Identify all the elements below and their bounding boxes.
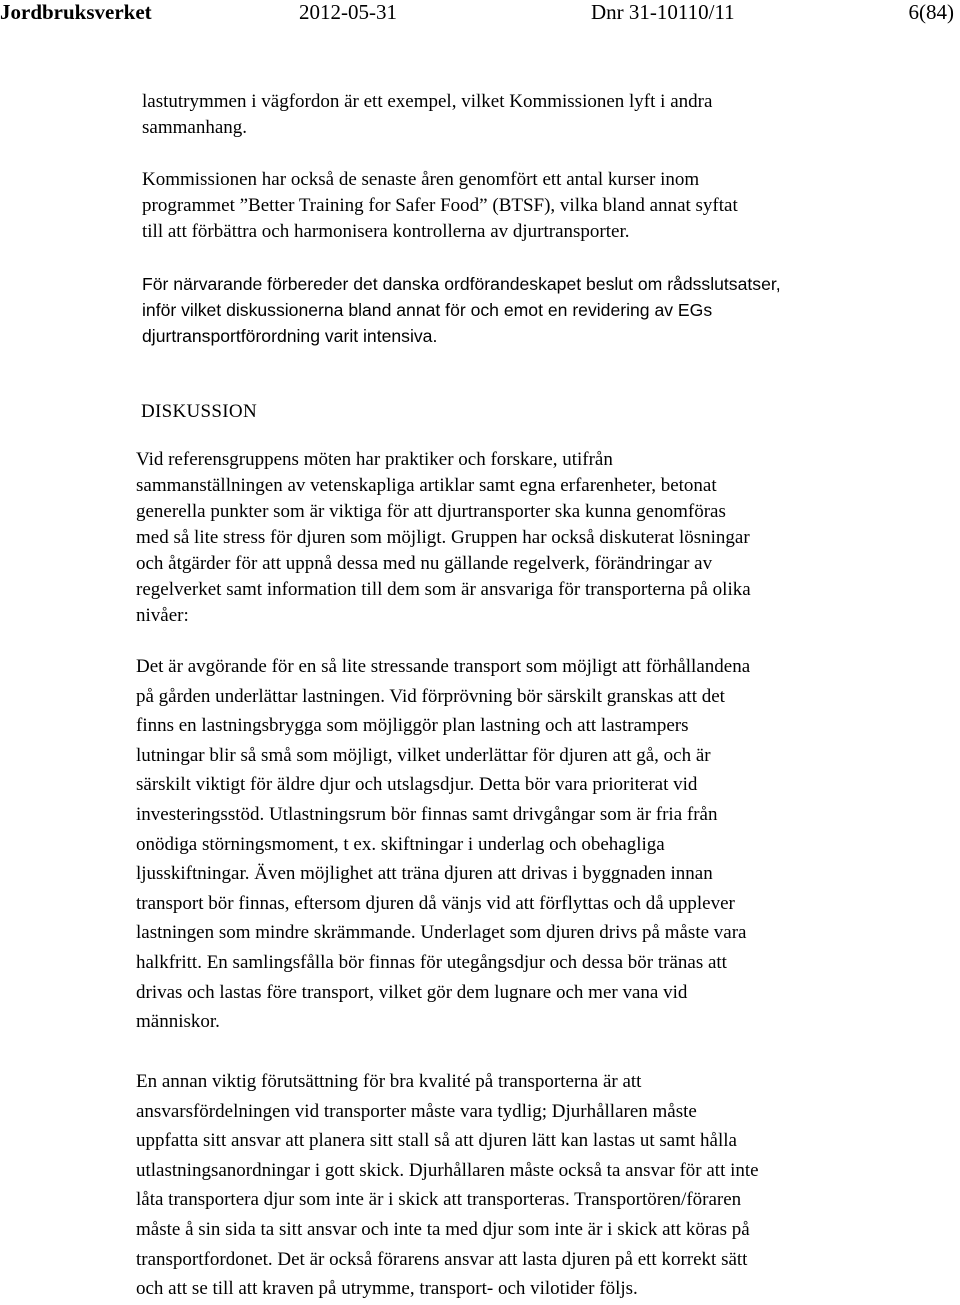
- paragraph-intro-continuation: lastutrymmen i vägfordon är ett exempel, vilket Kommissionen lyft i andra sammanhang.: [142, 91, 713, 138]
- document-date: 2012-05-31: [299, 0, 397, 24]
- paragraph-btsf-courses: Kommissionen har också de senaste åren genomfört ett antal kurser inom programmet ”Better Training for Safer Food” (BTSF), vilka bland annat syftat till att förbättra och harmonisera kontrollerna av djurtransporter.: [142, 169, 738, 242]
- paragraph-responsibility: En annan viktig förutsättning för bra kvalité på transporterna är att ansvarsfördelningen vid transporter måste vara tydlig; Djurhållaren måste uppfatta sitt ansvar att planera sitt stall så att djuren lätt kan lastas ut samt hålla utlastningsanordningar i gott skick. Djurhållaren måste också ta ansvar för att inte låta transportera djur som inte är i skick att transporteras. Transportören/föraren måste å sin sida ta sitt ansvar och inte ta med djur som inte är i skick att köras på transportfordonet. Det är också förarens ansvar att lasta djuren på ett korrekt sätt och att se till att kraven på utrymme, transport- och vilotider följs.: [136, 1071, 759, 1300]
- page-number: 6(84): [908, 0, 954, 24]
- section-heading-diskussion: DISKUSSION: [141, 401, 257, 422]
- organization-name: Jordbruksverket: [0, 0, 152, 24]
- paragraph-farm-conditions: Det är avgörande för en så lite stressande transport som möjligt att förhållandena på gården underlättar lastningen. Vid förprövning bör särskilt granskas att det finns en lastningsbrygga som möjliggör plan lastning och att lastrampers lutningar blir så små som möjligt, vilket underlättar för djuren att gå, och är särskilt viktigt för äldre djur och utslagsdjur. Detta bör vara prioriterat vid investeringsstöd. Utlastningsrum bör finnas samt drivgångar som är fria från onödiga störningsmoment, t ex. skiftningar i underlag och obehagliga ljusskiftningar. Även möjlighet att träna djuren att drivas i byggnaden innan transport bör finnas, eftersom djuren då vänjs vid att förflyttas och då upplever lastningen som mindre skrämmande. Underlaget som djuren drivs på måste vara halkfritt. En samlingsfålla bör finnas för utegångsdjur och dessa bör tränas att drivas och lastas före transport, vilket gör dem lugnare och mer vana vid människor.: [136, 656, 751, 1033]
- document-reference: Dnr 31-10110/11: [591, 0, 735, 24]
- paragraph-danish-presidency: För närvarande förbereder det danska ordförandeskapet beslut om rådsslutsatser, inför vilket diskussionerna bland annat för och emot en revidering av EGs djurtransportförordning varit intensiva.: [142, 274, 781, 346]
- paragraph-reference-group: Vid referensgruppens möten har praktiker och forskare, utifrån sammanställningen av vetenskapliga artiklar samt egna erfarenheter, betonat generella punkter som är viktiga för att djurtransporter ska kunna genomföras med så lite stress för djuren som möjligt. Gruppen har också diskuterat lösningar och åtgärder för att uppnå dessa med nu gällande regelverk, förändringar av regelverket samt information till dem som är ansvariga för transporterna på olika nivåer:: [136, 449, 751, 626]
- page-header: [0, 0, 960, 24]
